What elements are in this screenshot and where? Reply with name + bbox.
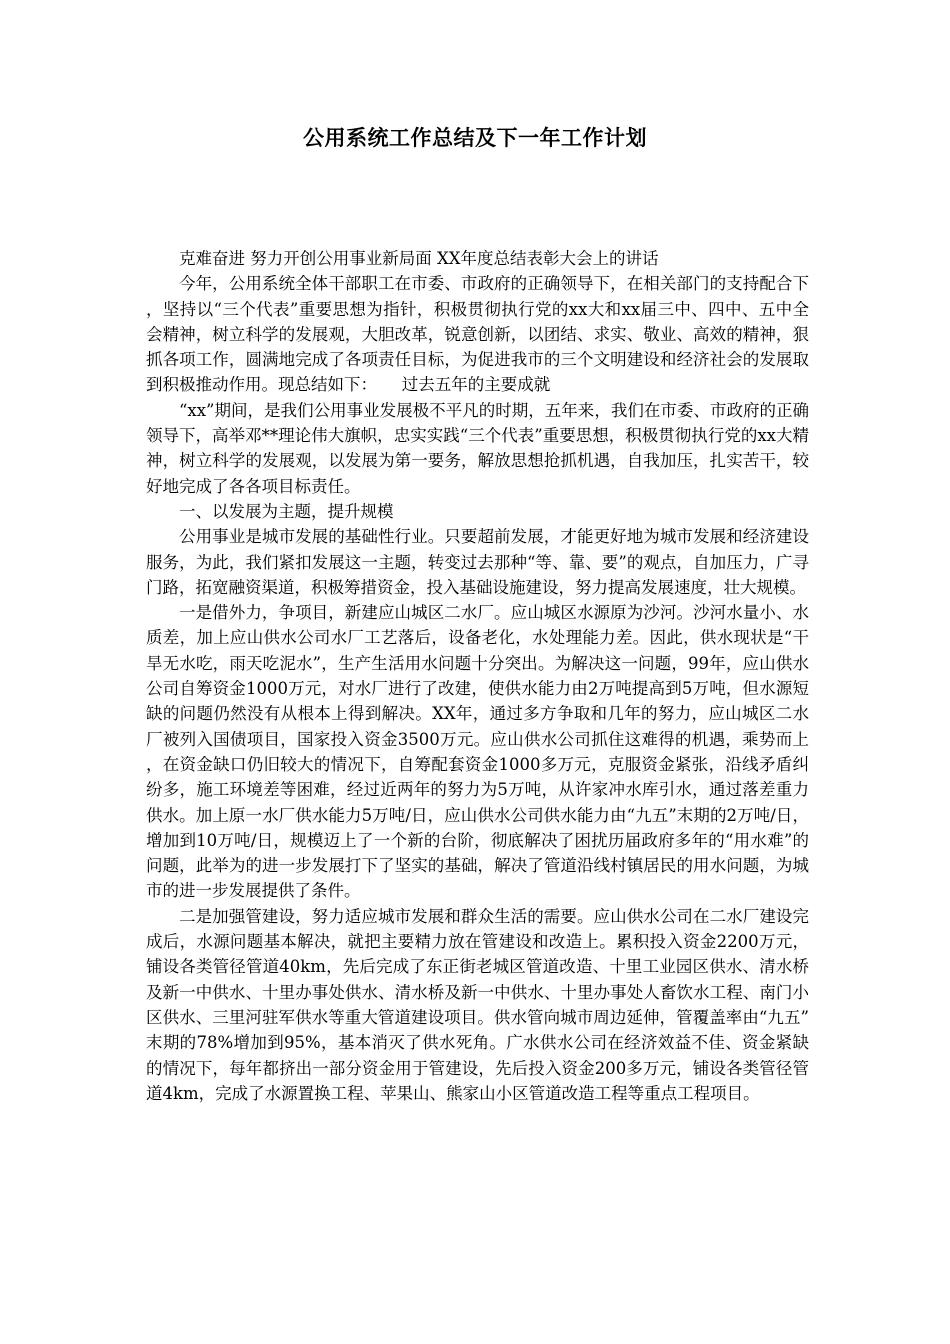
paragraph-intro: 今年，公用系统全体干部职工在市委、市政府的正确领导下，在相关部门的支持配合下，坚持以“三个代表”重要思想为指针，积极贯彻执行党的xx大和xx届三中、四中、五中全会精神，树立科学的发展观，大胆改革，锐意创新，以团结、求实、敬业、高效的精神，狠抓各项工作，圆满地完成了各项责任目标，为促进我市的三个文明建设和经济社会的发展取到积极推动作用。现总结如下： 过去五年的主要成就 [146,274,809,395]
document-body [146,246,809,1106]
speech-heading: 克难奋进 努力开创公用事业新局面 XX年度总结表彰大会上的讲话 [179,249,659,268]
paragraph-public-utilities: 公用事业是城市发展的基础性行业。只要超前发展，才能更好地为城市发展和经济建设服务，为此，我们紧扣发展这一主题，转变过去那种“等、靠、要”的观点，自加压力，广寻门路，拓宽融资渠道，积极筹措资金，投入基础设施建设，努力提高发展速度，壮大规模。 [146,527,809,597]
paragraph-five-year-period: “xx”期间，是我们公用事业发展极不平凡的时期，五年来，我们在市委、市政府的正确领导下，高举邓**理论伟大旗帜，忠实实践“三个代表”重要思想，积极贯彻执行党的xx大精神，树立科学的发展观，以发展为第一要务，解放思想抢抓机遇，自我加压，扎实苦干，较好地完成了各各项目标责任。 [146,400,809,496]
document-title: 公用系统工作总结及下一年工作计划 [303,126,647,150]
paragraph-second-water-plant: 一是借外力，争项目，新建应山城区二水厂。应山城区水源原为沙河。沙河水量小、水质差，加上应山供水公司水厂工艺落后，设备老化，水处理能力差。因此，供水现状是“干旱无水吃，雨天吃泥水”，生产生活用水问题十分突出。为解决这一问题，99年，应山供水公司自筹资金1000万元，对水厂进行了改建，使供水能力由2万吨提高到5万吨，但水源短缺的问题仍然没有从根本上得到解决。XX年，通过多方争取和几年的努力，应山城区二水厂被列入国债项目，国家投入资金3500万元。应山供水公司抓住这难得的机遇，乘势而上，在资金缺口仍旧较大的情况下，自筹配套资金1000多万元，克服资金紧张，沿线矛盾纠纷多，施工环境差等困难，经过近两年的努力为5万吨，从许家冲水库引水，通过落差重力供水。加上原一水厂供水能力5万吨/日，应山供水公司供水能力由“九五”末期的2万吨/日，增加到10万吨/日，规模迈上了一个新的台阶，彻底解决了困扰历届政府多年的“用水难”的问题，此举为的进一步发展打下了坚实的基础，解决了管道沿线村镇居民的用水问题，为城市的进一步发展提供了条件。 [146,603,809,901]
paragraph-pipe-network: 二是加强管建设，努力适应城市发展和群众生活的需要。应山供水公司在二水厂建设完成后，水源问题基本解决，就把主要精力放在管建设和改造上。累积投入资金2200万元，铺设各类管径管道40km，先后完成了东正街老城区管道改造、十里工业园区供水、清水桥及新一中供水、十里办事处供水、清水桥及新一中供水、十里办事处人畜饮水工程、南门小区供水、三里河驻军供水等重大管道建设项目。供水管向城市周边延伸，管覆盖率由“九五”末期的78%增加到95%，基本消灭了供水死角。广水供水公司在经济效益不佳、资金紧缺的情况下，每年都挤出一部分资金用于管建设，先后投入资金200多万元，铺设各类管径管道4km，完成了水源置换工程、苹果山、熊家山小区管道改造工程等重点工程项目。 [146,906,809,1103]
section-heading-development: 一、以发展为主题，提升规模 [179,501,394,521]
